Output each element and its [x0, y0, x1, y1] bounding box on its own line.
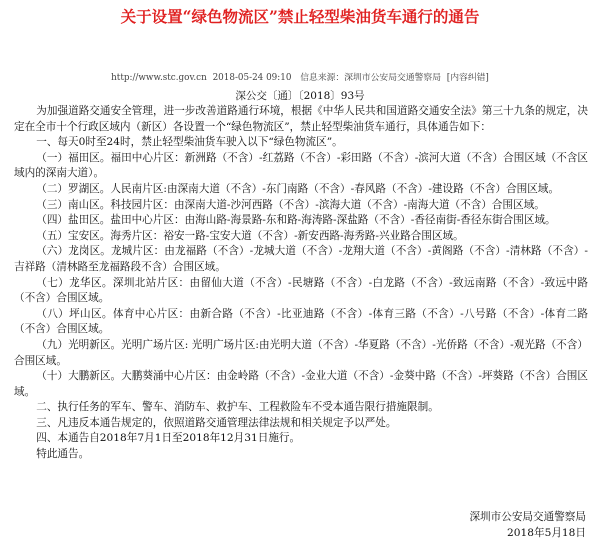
- signature-org: 深圳市公安局交通警察局: [469, 511, 586, 523]
- document-number: 深公交〔通〕〔2018〕93号: [235, 90, 365, 102]
- district-dapeng: （十）大鹏新区。大鹏葵涌中心片区：由金岭路（不含）-金业大道（不含）-金葵中路（不含）-坪葵路（不含）合围区域。: [14, 370, 588, 398]
- district-guangming: （九）光明新区。光明广场片区: 光明广场片区:由光明大道（不含）-华夏路（不含）-光侨路（不含）-观光路（不含）合围区域。: [14, 338, 588, 367]
- clause-1: 一、每天0时至24时，禁止轻型柴油货车驶入以下“绿色物流区”。: [36, 136, 343, 149]
- signature-date: 2018年5月18日: [507, 527, 586, 539]
- source-url-link[interactable]: http://www.stc.gov.cn: [111, 73, 207, 83]
- district-nanshan: （三）南山区。科技园片区：由深南大道-沙河西路（不含）-滨海大道（不含）-南海大道（不含）合围区域。: [36, 198, 545, 211]
- district-pingshan: （八）坪山区。体育中心片区：由新合路（不含）-比亚迪路（不含）-体育三路（不含）-八号路（不含）-体育二路（不含）合围区域。: [14, 307, 588, 336]
- notice-body: [14, 104, 588, 463]
- district-longgang: （六）龙岗区。龙城片区：由龙福路（不含）-龙城大道（不含）-龙翔大道（不含）-黄阁路（不含）-清林路（不含）-吉祥路（清林路至龙福路段不含）合围区域。: [14, 245, 588, 273]
- clause-2: 二、执行任务的军车、警车、消防车、救护车、工程救险车不受本通告限行措施限制。: [36, 401, 439, 414]
- intro-paragraph: 为加强道路交通安全管理，进一步改善道路通行环境，根据《中华人民共和国道路交通安全法》第三十九条的规定，决定在全市十个行政区域内（新区）各设置一个“绿色物流区”，禁止轻型柴油货车通行，具体通告如下：: [14, 105, 588, 133]
- district-baoan: （五）宝安区。海秀片区：裕安一路-宝安大道（不含）-新安西路-海秀路-兴业路合围区域。: [36, 229, 464, 242]
- content-correction-link[interactable]: [内容纠错]: [446, 73, 489, 83]
- clause-4: 四、本通告自2018年7月1日至2018年12月31日施行。: [36, 432, 301, 445]
- notice-title: 关于设置“绿色物流区”禁止轻型柴油货车通行的通告: [120, 7, 480, 26]
- district-futian: （一）福田区。福田中心片区：新洲路（不含）-红荔路（不含）-彩田路（不含）-滨河大道（不含）合围区域（不含区域内的深南大道）。: [14, 151, 588, 180]
- signature-block: [469, 509, 586, 541]
- info-source: 信息来源：深圳市公安局交通警察局: [300, 73, 441, 83]
- district-yantian: （四）盐田区。盐田中心片区：由海山路-海景路-东和路-海涛路-深盐路（不含）-香径南街-香径东街合围区域。: [36, 214, 556, 227]
- closing-line: 特此通告。: [36, 448, 90, 461]
- district-luohu: （二）罗湖区。人民南片区:由深南大道（不含）-东门南路（不含）-春风路（不含）-建设路（不含）合围区域。: [36, 182, 560, 195]
- district-longhua: （七）龙华区。深圳北站片区：由留仙大道（不含）-民塘路（不含）-白龙路（不含）-致远南路（不含）-致远中路（不含）合围区域。: [14, 276, 588, 305]
- publish-datetime: 2018-05-24 09:10: [212, 73, 292, 83]
- meta-bar: [0, 70, 600, 83]
- clause-3: 三、凡违反本通告规定的，依照道路交通管理法律法规和相关规定予以严处。: [36, 416, 397, 429]
